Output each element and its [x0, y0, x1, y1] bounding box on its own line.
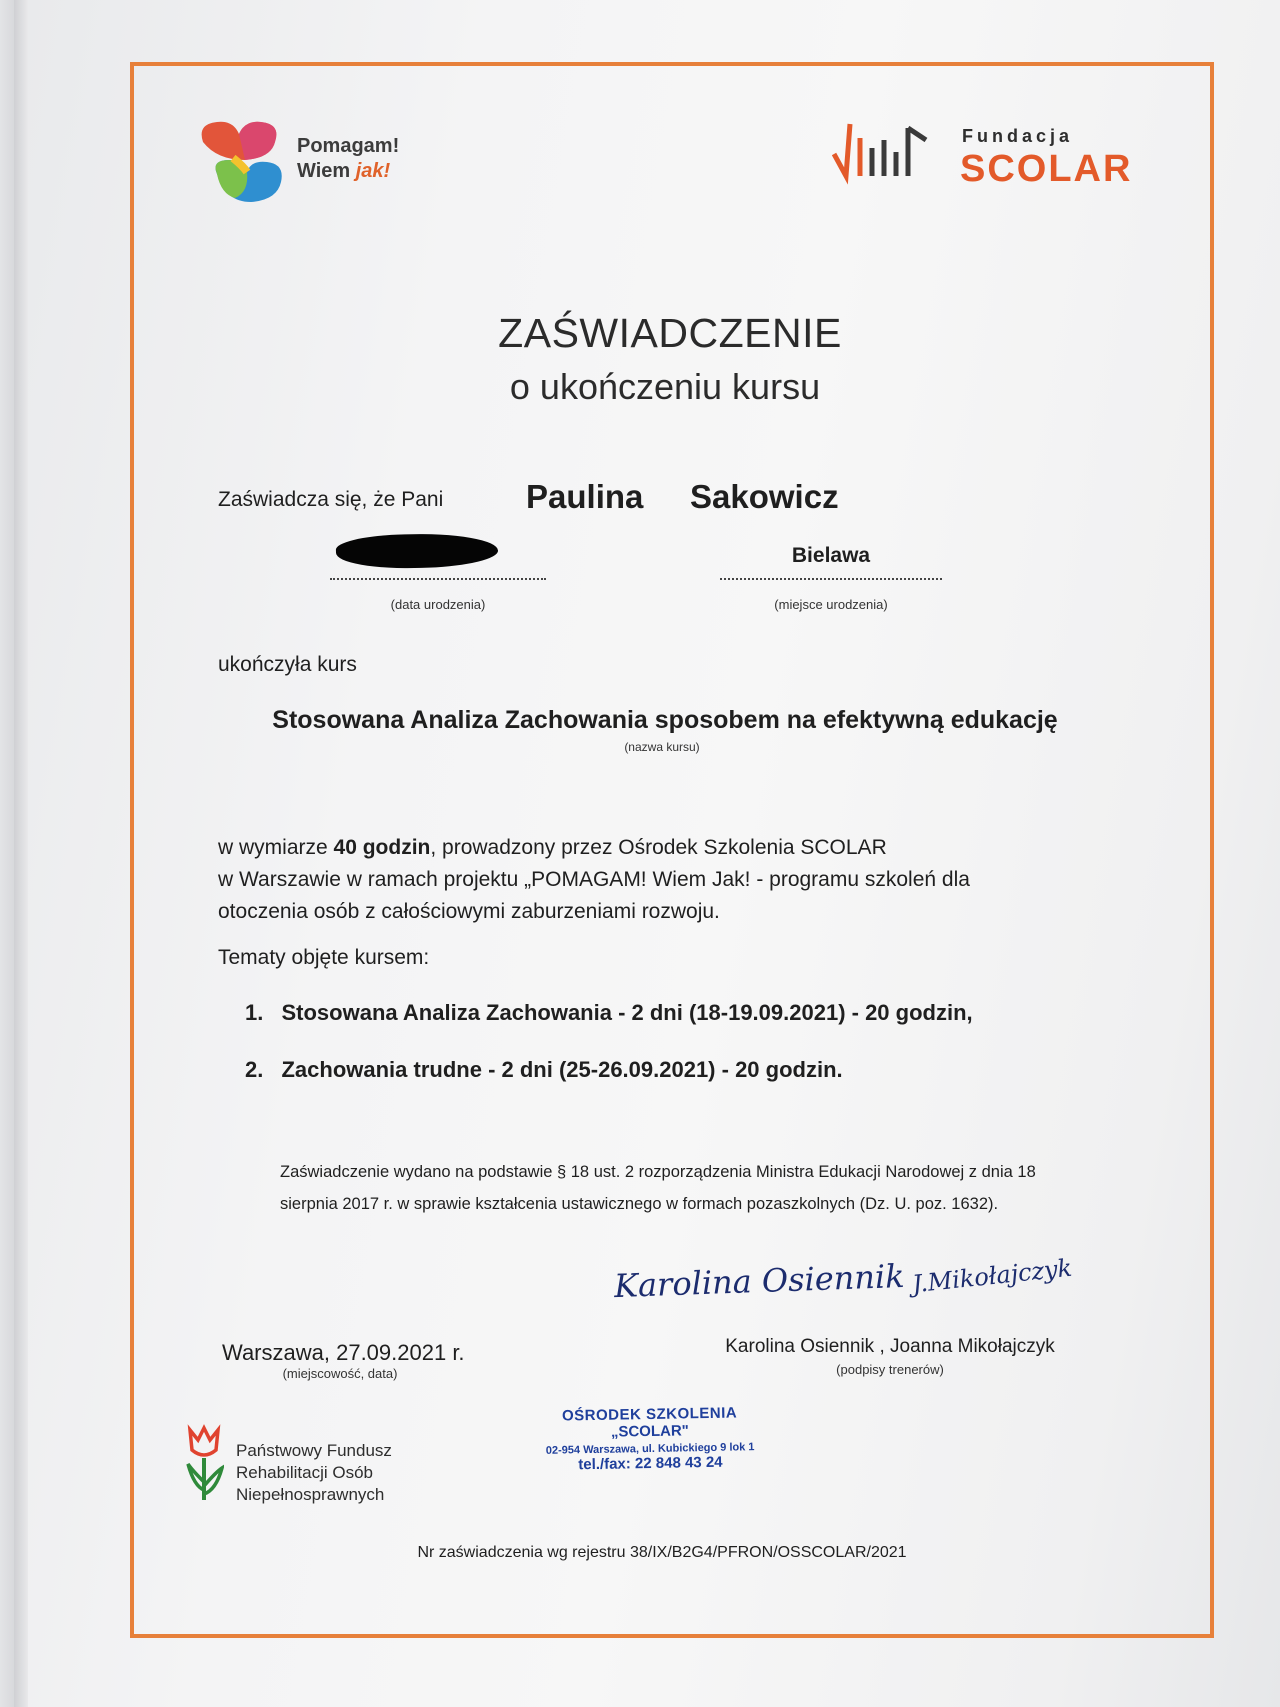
place-date: Warszawa, 27.09.2021 r.	[222, 1340, 465, 1365]
last-name: Sakowicz	[690, 478, 839, 515]
list-item-text: Stosowana Analiza Zachowania - 2 dni (18-19.09.2021) - 20 godzin,	[281, 1000, 973, 1025]
birth-place-line	[720, 578, 942, 580]
pomagam-logo-text	[297, 134, 399, 184]
pfron-line-3: Niepełnosprawnych	[236, 1485, 385, 1504]
birth-date-caption: (data urodzenia)	[390, 597, 486, 612]
legal-line-2: sierpnia 2017 r. w sprawie kształcenia ustawicznego w formach pozaszkolnych (Dz. U. poz. 1632).	[280, 1195, 999, 1213]
birth-place-caption: (miejsce urodzenia)	[774, 597, 888, 612]
course-caption: (nazwa kursu)	[624, 740, 700, 754]
first-name: Paulina	[526, 478, 644, 515]
birth-date-line	[330, 578, 546, 580]
place-date-caption: (miejscowość, data)	[282, 1366, 398, 1381]
stamp-line-1: OŚRODEK SZKOLENIA	[561, 1404, 738, 1425]
course-description	[218, 832, 1118, 928]
register-number: Nr zaświadczenia wg rejestru 38/IX/B2G4/PFRON/OSSCOLAR/2021	[417, 1544, 907, 1561]
puzzle-hands-icon	[195, 112, 295, 212]
logo-line-2b: jak!	[355, 160, 391, 182]
list-item-text: Zachowania trudne - 2 dni (25-26.09.2021) - 20 godzin.	[281, 1057, 843, 1082]
list-item	[245, 1057, 843, 1083]
certificate-title: ZAŚWIADCZENIE	[498, 310, 842, 356]
intro-text: Zaświadcza się, że Pani	[218, 488, 444, 511]
birth-place: Bielawa	[791, 544, 871, 567]
list-item-number: 1.	[245, 1000, 264, 1025]
osrodek-stamp	[519, 1404, 780, 1475]
page-stack-edge	[0, 0, 14, 1707]
signature-mikolajczyk: J.Mikołajczyk	[910, 1253, 1074, 1299]
stamp-line-4: tel./fax: 22 848 43 24	[578, 1453, 723, 1474]
signature-osiennik: Karolina Osiennik	[613, 1256, 906, 1306]
legal-basis	[280, 1156, 1110, 1220]
pfron-line-1: Państwowy Fundusz	[236, 1441, 392, 1460]
list-item-number: 2.	[245, 1057, 264, 1082]
course-name: Stosowana Analiza Zachowania sposobem na efektywną edukację	[272, 706, 1058, 734]
scolar-logo	[832, 118, 1152, 198]
list-item	[245, 1000, 973, 1026]
pomagam-logo	[195, 112, 455, 217]
pfron-tulip-icon	[184, 1424, 224, 1504]
certificate-subtitle: o ukończeniu kursu	[509, 366, 821, 407]
pfron-line-2: Rehabilitacji Osób	[236, 1463, 374, 1482]
trainer-caption: (podpisy trenerów)	[836, 1362, 944, 1377]
trainer-names: Karolina Osiennik , Joanna Mikołajczyk	[725, 1336, 1055, 1357]
fundacja-word: Fundacja	[962, 126, 1074, 146]
scolar-word: SCOLAR	[960, 148, 1133, 190]
para-line-1a: w wymiarze	[218, 836, 334, 859]
stamp-line-3: 02-954 Warszawa, ul. Kubickiego 9 lok 1	[545, 1441, 755, 1457]
topics-heading: Tematy objęte kursem:	[218, 946, 430, 969]
para-hours: 40 godzin	[333, 836, 431, 859]
pfron-text	[236, 1440, 392, 1506]
legal-line-1: Zaświadczenie wydano na podstawie § 18 ust. 2 rozporządzenia Ministra Edukacji Narodowej z dnia 18	[280, 1163, 1036, 1181]
completed-text: ukończyła kurs	[218, 653, 357, 676]
logo-line-1: Pomagam!	[297, 135, 400, 157]
para-line-2: w Warszawie w ramach projektu „POMAGAM! Wiem Jak! - programu szkoleń dla	[218, 868, 970, 891]
para-line-1c: , prowadzony przez Ośrodek Szkolenia SCOLAR	[430, 836, 887, 859]
scolar-bars-icon	[832, 118, 952, 188]
logo-line-2a: Wiem	[297, 160, 356, 182]
para-line-3: otoczenia osób z całościowymi zaburzeniami rozwoju.	[218, 900, 720, 923]
stamp-line-2: „SCOLAR"	[610, 1422, 689, 1441]
